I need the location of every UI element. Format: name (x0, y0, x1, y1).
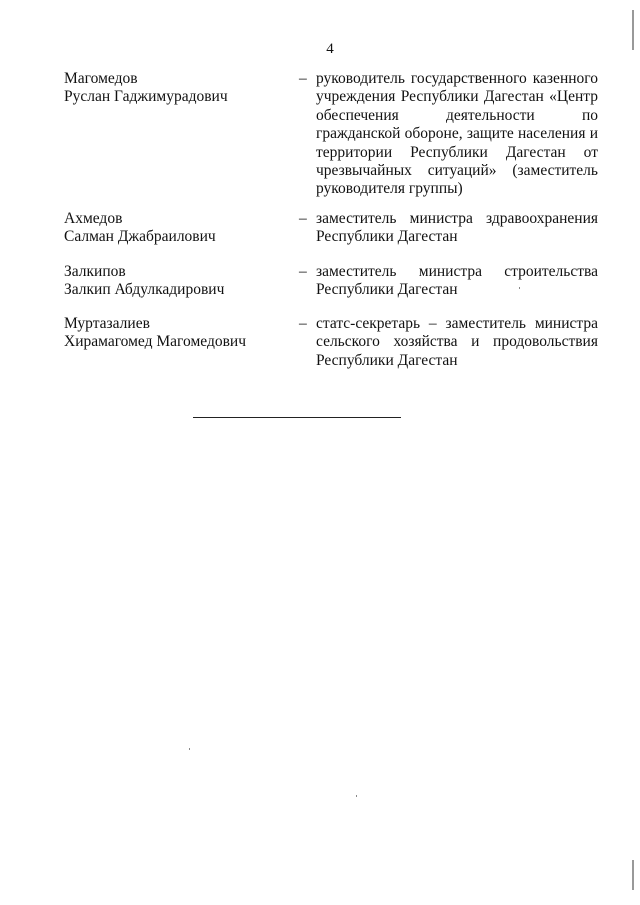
member-role: статс-секретарь – заместитель министра сельского хозяйства и продовольствия Республики Дагестан (316, 315, 598, 369)
member-role: заместитель министра строительства Республики Дагестан (316, 263, 598, 299)
scan-edge-mark (632, 10, 634, 50)
member-role: заместитель министра здравоохранения Республики Дагестан (316, 210, 598, 246)
end-of-list-rule (193, 417, 401, 418)
member-name (64, 210, 289, 247)
member-name (64, 315, 289, 352)
member-surname: Ахмедов (64, 210, 123, 227)
member-name (64, 70, 289, 107)
member-role: руководитель государственного казенного учреждения Республики Дагестан «Центр обеспечения деятельности по гражданской обороне, защите населения и территории Республики Дагестан от чрезвычайных ситуаций» (заместитель руководителя группы) (316, 70, 598, 198)
scan-edge-mark (632, 860, 634, 890)
scan-speck (356, 795, 357, 797)
member-surname: Муртазалиев (64, 315, 150, 332)
separator-dash: – (299, 210, 307, 227)
separator-dash: – (299, 315, 307, 332)
separator-dash: – (299, 263, 307, 280)
member-given-names: Салман Джабраилович (64, 228, 216, 246)
scan-speck (189, 748, 190, 750)
member-surname: Магомедов (64, 70, 138, 87)
member-given-names: Залкип Абдулкадирович (64, 281, 225, 299)
member-name (64, 263, 289, 300)
member-surname: Залкипов (64, 263, 126, 280)
scan-speck (519, 287, 520, 289)
member-given-names: Руслан Гаджимурадович (64, 88, 228, 106)
member-given-names: Хирамагомед Магомедович (64, 333, 246, 351)
page-number: 4 (326, 41, 334, 57)
separator-dash: – (299, 70, 307, 87)
